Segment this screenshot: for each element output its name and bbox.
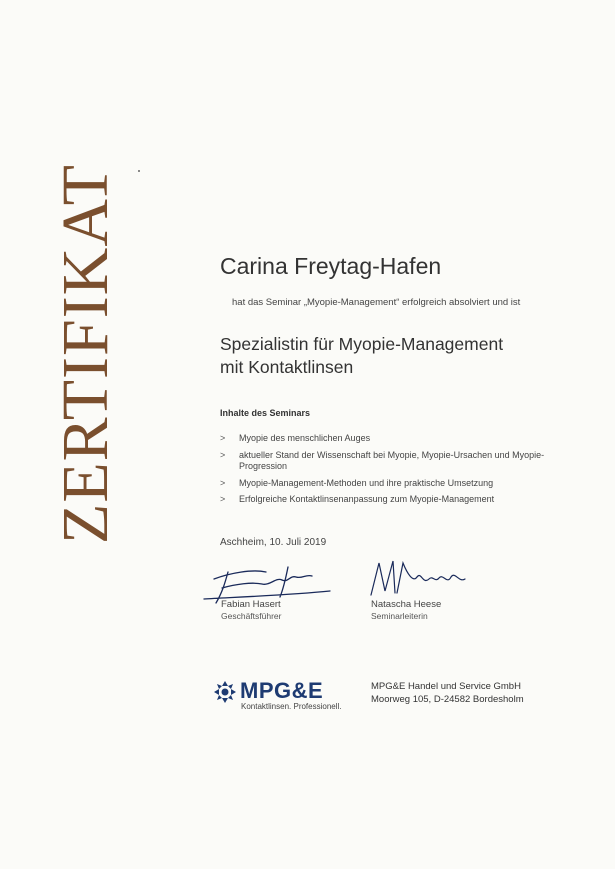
signature-natascha-heese — [365, 553, 470, 603]
address-line-1: MPG&E Handel und Service GmbH — [371, 681, 521, 692]
list-item-text: Erfolgreiche Kontaktlinsenanpassung zum Myopie-Management — [239, 494, 495, 504]
company-logo-icon — [212, 679, 238, 705]
company-logo-text: MPG&E — [240, 678, 324, 703]
list-item-text: Myopie des menschlichen Auges — [239, 433, 371, 443]
place-date: Aschheim, 10. Juli 2019 — [220, 537, 327, 548]
chevron-right-icon: > — [220, 449, 226, 460]
chevron-right-icon: > — [220, 477, 226, 488]
company-address — [371, 680, 524, 706]
intro-text: hat das Seminar „Myopie-Management“ erfolgreich absolviert und ist — [232, 297, 521, 308]
list-item — [220, 450, 550, 473]
list-item — [220, 494, 550, 506]
recipient-name: Carina Freytag-Hafen — [220, 253, 442, 279]
list-item-text: Myopie-Management-Methoden und ihre praktische Umsetzung — [239, 477, 494, 488]
chevron-right-icon: > — [220, 433, 226, 443]
contents-list — [220, 433, 550, 511]
list-item-text: aktueller Stand der Wissenschaft bei Myopie, Myopie-Ursachen und Myopie-Progression — [239, 449, 545, 471]
paper-speck — [138, 170, 140, 172]
contents-heading: Inhalte des Seminars — [220, 408, 311, 418]
title-line-2: mit Kontaktlinsen — [220, 357, 354, 377]
signer-name: Natascha Heese — [371, 599, 442, 610]
signer-name: Fabian Hasert — [221, 599, 281, 610]
list-item — [220, 433, 550, 445]
signer-role: Seminarleiterin — [371, 611, 428, 621]
chevron-right-icon: > — [220, 494, 226, 504]
list-item — [220, 478, 550, 490]
certificate-title — [220, 333, 503, 379]
signer-role: Geschäftsführer — [221, 611, 282, 621]
certificate-heading: ZERTIFIKAT — [49, 164, 122, 544]
title-line-1: Spezialistin für Myopie-Management — [220, 334, 504, 354]
company-tagline: Kontaktlinsen. Professionell. — [241, 702, 342, 711]
address-line-2: Moorweg 105, D-24582 Bordesholm — [371, 694, 524, 705]
